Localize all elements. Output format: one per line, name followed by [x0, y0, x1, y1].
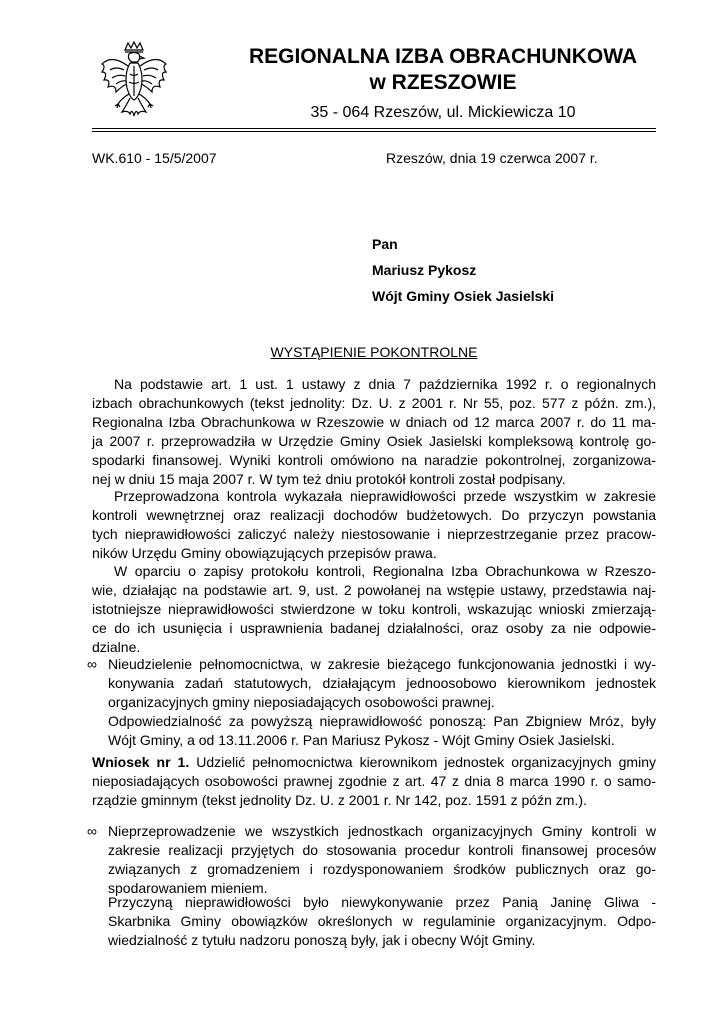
finding-2 — [108, 822, 656, 898]
recommendation-text: Udzielić pełnomocnictwa kierownikom jednostek organizacyjnych gminy — [189, 754, 656, 770]
text-line: spodarki finansowej. Wyniki kontroli omówiono na naradzie pokontrolnej, zorganizowa- — [92, 452, 656, 468]
text-line: Na podstawie art. 1 ust. 1 ustawy z dnia 7 października 1992 r. o regionalnych — [114, 376, 656, 392]
paragraph-basis — [92, 562, 656, 657]
text-line: W oparciu o zapisy protokołu kontroli, Regionalna Izba Obrachunkowa w Rzeszo- — [114, 563, 656, 579]
bullet-icon: ∞ — [87, 823, 97, 839]
text-line: Nieudzielenie pełnomocnictwa, w zakresie bieżącego funkcjonowania jednostki i wy- — [108, 656, 656, 672]
text-line: tych nieprawidłowości zaliczyć należy niestosowanie i nieprzestrzeganie przez pracow- — [92, 526, 656, 542]
white-eagle-emblem-icon — [94, 40, 174, 124]
finding-2-cause — [108, 893, 656, 950]
text-line: dzialne. — [92, 639, 141, 655]
text-line: kontroli wewnętrznej oraz realizacji dochodów budżetowych. Do przyczyn powstania — [92, 507, 656, 523]
paragraph-findings — [92, 487, 656, 563]
document-title: WYSTĄPIENIE POKONTROLNE — [270, 344, 478, 360]
text-line: zakresie realizacji przyjętych do stosowania procedur kontroli finansowej procesów — [108, 842, 656, 858]
text-line: ników Urzędu Gminy obowiązujących przepisów prawa. — [92, 545, 437, 561]
text-line: ce do ich usunięcia i usprawnienia badanej działalności, oraz osoby za nie odpowie- — [92, 620, 656, 636]
text-line: spodarowaniem mieniem. — [108, 880, 268, 896]
text-line: konywania zadań statutowych, działającym jednoosobowo kierownikom jednostek — [108, 675, 656, 691]
text-line: Przyczyną nieprawidłowości było niewykonywanie przez Panią Janinę Gliwa - — [108, 894, 656, 910]
finding-1 — [108, 655, 656, 712]
org-name-line2: w RZESZOWIE — [369, 71, 517, 94]
place-date: Rzeszów, dnia 19 czerwca 2007 r. — [386, 150, 598, 166]
paragraph-intro — [92, 375, 656, 489]
addressee-salutation: Pan — [372, 236, 398, 252]
text-line: związanych z gromadzeniem i rozdysponowaniem środków publicznych oraz go- — [108, 861, 656, 877]
text-line: Odpowiedzialność za powyższą nieprawidłowość ponoszą: Pan Zbigniew Mróz, były — [108, 713, 656, 729]
addressee-name: Mariusz Pykosz — [372, 262, 477, 278]
text-line: wie, działając na podstawie art. 9, ust. 2 powołanej na wstępie ustawy, przedstawia naj- — [92, 582, 656, 598]
text-line: Skarbnika Gminy obowiązków określonych w regulaminie organizacyjnym. Odpo- — [108, 913, 656, 929]
text-line: istotniejsze nieprawidłowości stwierdzone w toku kontroli, wskazując wnioski zmierzają- — [92, 601, 656, 617]
text-line: nej w dniu 15 maja 2007 r. W tym też dniu protokół kontroli został podpisany. — [92, 471, 566, 487]
org-name-line1: REGIONALNA IZBA OBRACHUNKOWA — [248, 45, 638, 68]
bullet-icon: ∞ — [87, 656, 97, 672]
text-line: ja 2007 r. przeprowadziła w Urzędzie Gminy Osiek Jasielski kompleksową kontrolę go- — [92, 433, 656, 449]
text-line — [92, 753, 656, 772]
text-line: rządzie gminnym (tekst jednolity Dz. U. z 2001 r. Nr 142, poz. 1591 z późn zm.). — [92, 792, 587, 808]
org-address: 35 - 064 Rzeszów, ul. Mickiewicza 10 — [310, 104, 576, 121]
text-line: Nieprzeprowadzenie we wszystkich jednostkach organizacyjnych Gminy kontroli w — [108, 823, 656, 839]
text-line: Przeprowadzona kontrola wykazała nieprawidłowości przede wszystkim w zakresie — [114, 488, 656, 504]
text-line: wiedzialność z tytułu nadzoru ponoszą były, jak i obecny Wójt Gminy. — [108, 932, 536, 948]
finding-1-responsibility — [108, 712, 656, 750]
text-line: izbach obrachunkowych (tekst jednolity: Dz. U. z 2001 r. Nr 55, poz. 577 z późn. zm.), — [92, 395, 656, 411]
reference-number: WK.610 - 15/5/2007 — [92, 150, 217, 166]
header-divider — [92, 128, 656, 129]
recommendation-1 — [92, 753, 656, 810]
text-line: Wójt Gminy, a od 13.11.2006 r. Pan Mariusz Pykosz - Wójt Gminy Osiek Jasielski. — [108, 732, 615, 748]
text-line: nieposiadających osobowości prawnej zgodnie z art. 47 z dnia 8 marca 1990 r. o samo- — [92, 773, 656, 789]
text-line: organizacyjnych gminy nieposiadających osobowości prawnej. — [108, 694, 495, 710]
recommendation-label: Wniosek nr 1. — [92, 754, 190, 770]
text-line: Regionalna Izba Obrachunkowa w Rzeszowie w dniach od 12 marca 2007 r. do 11 ma- — [92, 414, 656, 430]
header-divider-second — [92, 131, 656, 132]
addressee-position: Wójt Gminy Osiek Jasielski — [372, 288, 555, 304]
